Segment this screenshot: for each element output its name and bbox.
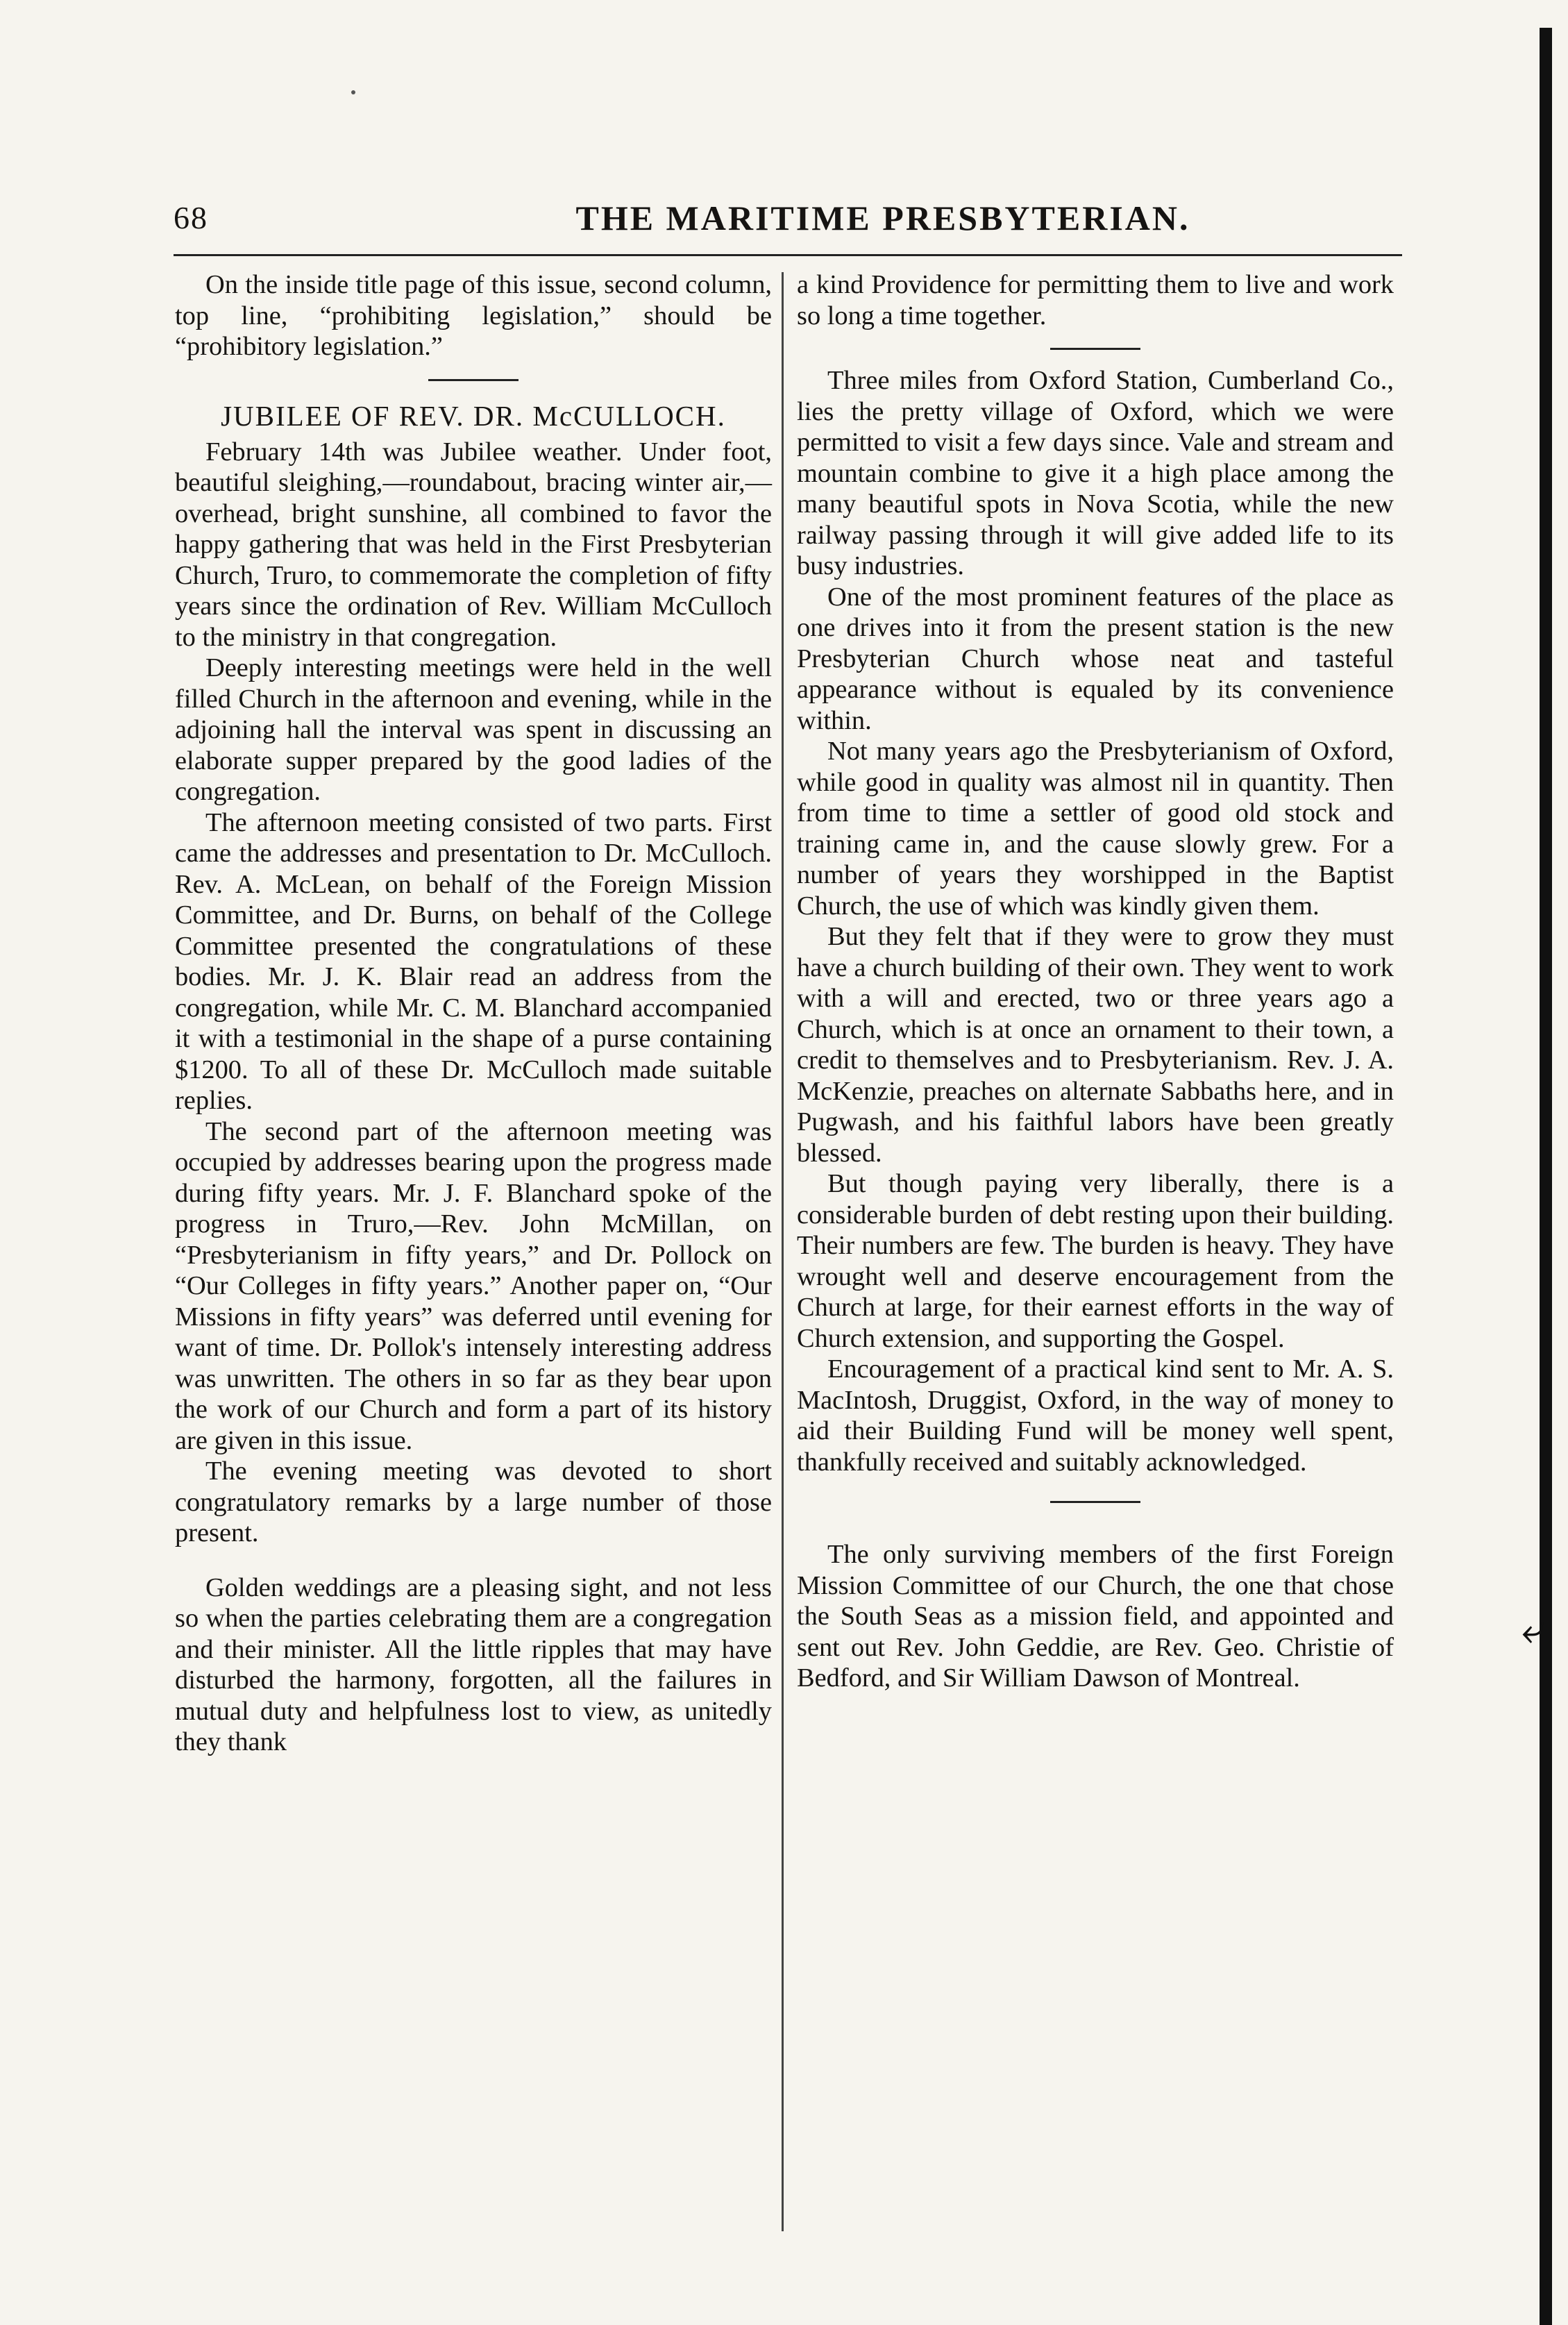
ink-speck: [351, 90, 355, 94]
page-header: [174, 190, 1423, 246]
header-rule: [174, 254, 1402, 256]
article-paragraph: The evening meeting was devoted to short congratulatory remarks by a large number of those present.: [175, 1457, 772, 1547]
article-heading: JUBILEE OF REV. DR. McCULLOCH.: [221, 399, 726, 432]
continued-paragraph: a kind Providence for permitting them to live and work so long a time together.: [797, 270, 1394, 330]
erratum-note: On the inside title page of this issue, second column, top line, “prohibiting legislation,” should be “prohibitory legislation.”: [175, 270, 772, 361]
article-paragraph: Deeply interesting meetings were held in the well filled Church in the afternoon and evening, while in the adjoining hall the interval was spent in discussing an elaborate supper prepared by the good ladies of the congregation.: [175, 653, 772, 806]
article-paragraph: Golden weddings are a pleasing sight, and not less so when the parties celebrating them are a congregation and their minister. All the little ripples that may have disturbed the harmony, forgotten, all the failures in mutual duty and helpfulness lost to view, as unitedly they thank: [175, 1572, 772, 1756]
page-number: 68: [174, 200, 208, 235]
edge-margin-mark: ⤶: [1521, 1604, 1545, 1653]
article-paragraph: The afternoon meeting consisted of two parts. First came the addresses and presentation to Dr. McCulloch. Rev. A. McLean, on behalf of the Foreign Mission Committee, and Dr. Burns, on behalf of the College Committee presented the congratulations of these bodies. Mr. J. K. Blair read an address from the congregation, while Mr. C. M. Blanchard accompanied it with a testimonial in the shape of a purse containing $1200. To all of these Dr. McCulloch made suitable replies.: [175, 807, 772, 1115]
article-paragraph: The second part of the afternoon meeting was occupied by addresses bearing upon the progress made during fifty years. Mr. J. F. Blanchard spoke of the progress in Truro,—Rev. John McMillan, on “Presbyterianism in fifty years,” and Dr. Pollock on “Our Colleges in fifty years.” Another paper on, “Our Missions in fifty years” was deferred until evening for want of time. Dr. Pollok's intensely interesting address was unwritten. The others in so far as they bear upon the work of our Church and form a part of its history are given in this issue.: [175, 1116, 772, 1455]
article-paragraph: Three miles from Oxford Station, Cumberland Co., lies the pretty village of Oxford, which we were permitted to visit a few days since. Vale and stream and mountain combine to give it a high place among the many beautiful spots in Nova Scotia, while the new railway passing through it will give added life to its busy industries.: [797, 366, 1394, 580]
left-column: [175, 269, 772, 1758]
article-paragraph: February 14th was Jubilee weather. Under foot, beautiful sleighing,—roundabout, bracing winter air,—overhead, bright sunshine, all combined to favor the happy gathering that was held in the First Presbyterian Church, Truro, to commemorate the completion of fifty years since the ordination of Rev. William McCulloch to the ministry in that congregation.: [175, 437, 772, 652]
article-paragraph: But though paying very liberally, there is a considerable burden of debt resting upon their building. Their numbers are few. The burden is heavy. They have wrought well and deserve encouragement from the Church at large, for their earnest efforts in the way of Church extension, and supporting the Gospel.: [797, 1169, 1394, 1353]
running-title: THE MARITIME PRESBYTERIAN.: [575, 199, 1190, 237]
article-paragraph: Not many years ago the Presbyterianism of Oxford, while good in quality was almost nil in quantity. Then from time to time a settler of good old stock and training came in, and the cause slowly grew. For a number of years they worshipped in the Baptist Church, the use of which was kindly given them.: [797, 737, 1394, 921]
article-paragraph: The only surviving members of the first Foreign Mission Committee of our Church, the one that chose the South Seas as a mission field, and appointed and sent out Rev. John Geddie, are Rev. Geo. Christie of Bedford, and Sir William Dawson of Montreal.: [797, 1540, 1394, 1693]
section-divider: [1050, 348, 1140, 350]
section-divider: [428, 379, 519, 381]
column-divider: [782, 272, 784, 2231]
section-divider: [1050, 1501, 1140, 1503]
article-paragraph: One of the most prominent features of the place as one drives into it from the present station is the new Presbyterian Church whose neat and tasteful appearance without is equaled by its convenience within.: [797, 582, 1394, 735]
article-paragraph: Encouragement of a practical kind sent to Mr. A. S. MacIntosh, Druggist, Oxford, in the way of money to aid their Building Fund will be money well spent, thankfully received and suitably acknowledged.: [797, 1354, 1394, 1477]
right-column: [797, 269, 1394, 1694]
page-edge-shadow: [1540, 28, 1552, 2325]
article-paragraph: But they felt that if they were to grow they must have a church building of their own. They went to work with a will and erected, two or three years ago a Church, which is at once an ornament to their town, a credit to themselves and to Presbyterianism. Rev. J. A. McKenzie, preaches on alternate Sabbaths here, and in Pugwash, and his faithful labors have been greatly blessed.: [797, 922, 1394, 1168]
